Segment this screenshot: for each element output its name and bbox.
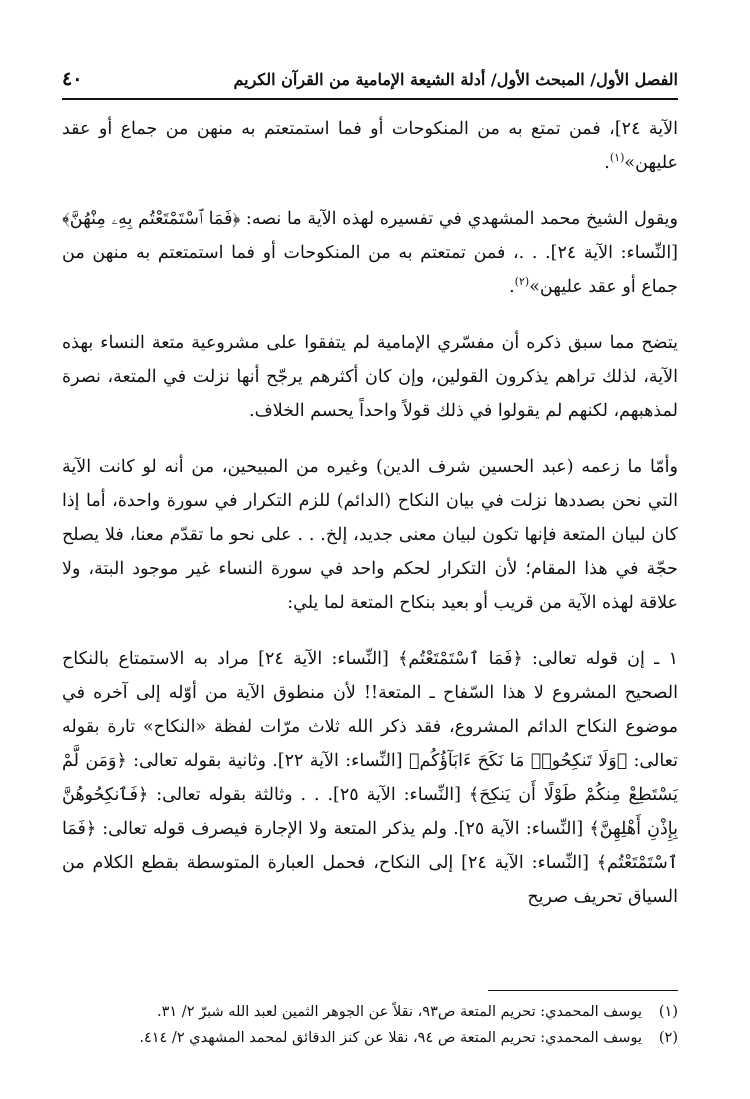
footnote-mark: (٢): [658, 1030, 678, 1046]
paragraph-text: ويقول الشيخ محمد المشهدي في تفسيره لهذه الآية ما نصه: ﴿فَمَا ٱسْتَمْتَعْتُم بِهِۦ مِنْهُنَّ﴾ [النِّساء: الآية ٢٤]. . .، فمن تمتعتم به من المنكوحات أو فما استمتعتم به منهن من جماع أو عقد عليهن»: [62, 209, 679, 297]
footnote: [62, 1025, 678, 1051]
footnote: [62, 999, 678, 1025]
footnote-ref: (١): [609, 151, 625, 165]
paragraph: [62, 326, 678, 428]
footnote-divider: [488, 990, 678, 991]
paragraph: [62, 450, 678, 620]
footnote-text: يوسف المحمدي: تحريم المتعة ص ٩٤، نقلا عن كنز الدقائق لمحمد المشهدي ٢/ ٤١٤.: [139, 1030, 642, 1046]
footnote-mark: (١): [658, 1004, 678, 1020]
footnote-text: يوسف المحمدي: تحريم المتعة ص٩٣، نقلاً عن الجوهر الثمين لعبد الله شبرّ ٢/ ٣١.: [157, 1004, 642, 1020]
footnotes: [62, 990, 678, 1051]
paragraph: الآية ٢٤]، فمن تمتع به من المنكوحات أو فما استمتعتم به منهن من جماع أو عقد عليهن»$^{(١)}$.: [62, 119, 678, 173]
footnote-ref: (٢): [514, 275, 530, 289]
paragraph-text: ١ ـ إن قوله تعالى: ﴿فَمَا ٱسْتَمْتَعْتُم﴾ [النِّساء: الآية ٢٤] مراد به الاستمتاع بالنكاح الصحيح المشروع لا هذا السّفاح ـ المتعة!! لأن منطوق الآية من أوّله إلى آخره في موضوع النكاح الدائم المشروع، فقد ذكر الله ثلاث مرّات لفظة «النكاح» تارة بقوله تعالى: ﴿وَلَا تَنكِحُوا۟ مَا نَكَحَ ءَابَآؤُكُم﴾ [النِّساء: الآية ٢٢]. وثانية بقوله تعالى: ﴿وَمَن لَّمْ يَسْتَطِعْ مِنكُمْ طَوْلًا أَن يَنكِحَ﴾ [النِّساء: الآية ٢٥]. . . وثالثة بقوله تعالى: ﴿فَٱنكِحُوهُنَّ بِإِذْنِ أَهْلِهِنَّ﴾ [النِّساء: الآية ٢٥]. ولم يذكر المتعة ولا الإجارة فيصرف قوله تعالى: ﴿فَمَا ٱسْتَمْتَعْتُم﴾ [النِّساء: الآية ٢٤] إلى النكاح، فحمل العبارة المتوسطة بقطع الكلام من السياق تحريف صريح: [62, 649, 679, 907]
paragraph-text: وأمّا ما زعمه (عبد الحسين شرف الدين) وغيره من المبيحين، من أنه لو كانت الآية التي نحن بصددها نزلت في بيان النكاح (الدائم) للزم التكرار في سورة واحدة، أما إذا كان لبيان المتعة فإنها تكون لبيان معنى جديد، إلخ. . . على نحو ما تقدّم معنا، فلا يصلح حجّة في هذا المقام؛ لأن التكرار لحكم واحد في سورة النساء غير موجود البتة، ولا علاقة لهذه الآية من قريب أو بعيد بنكاح المتعة لما يلي:: [62, 457, 678, 613]
paragraph: [62, 642, 678, 914]
page-body: [62, 112, 678, 914]
paragraph-text: الآية ٢٤]، فمن تمتع به من المنكوحات أو فما استمتعتم به منهن من جماع أو عقد عليهن»: [62, 119, 678, 173]
paragraph: ويقول الشيخ محمد المشهدي في تفسيره لهذه الآية ما نصه: ﴿فَمَا ٱسْتَمْتَعْتُم بِهِۦ مِنْهُنَّ﴾ [النِّساء: الآية ٢٤]. . .، فمن تمتعتم به من المنكوحات أو فما استمتعتم به منهن من جماع أو عقد عليهن»$^{(٢)}$.: [62, 209, 679, 297]
page-header: [62, 60, 678, 100]
running-title: الفصل الأول/ المبحث الأول/ أدلة الشيعة الإمامية من القرآن الكريم: [233, 69, 678, 89]
paragraph-text: يتضح مما سبق ذكره أن مفسّري الإمامية لم يتفقوا على مشروعية متعة النساء بهذه الآية، لذلك تراهم يذكرون القولين، وإن كان أكثرهم يرجّح أنها نزلت في المتعة، نصرة لمذهبهم، لكنهم لم يقولوا في ذلك قولاً واحداً يحسم الخلاف.: [62, 333, 678, 421]
page-number: ٤٠: [62, 68, 83, 90]
